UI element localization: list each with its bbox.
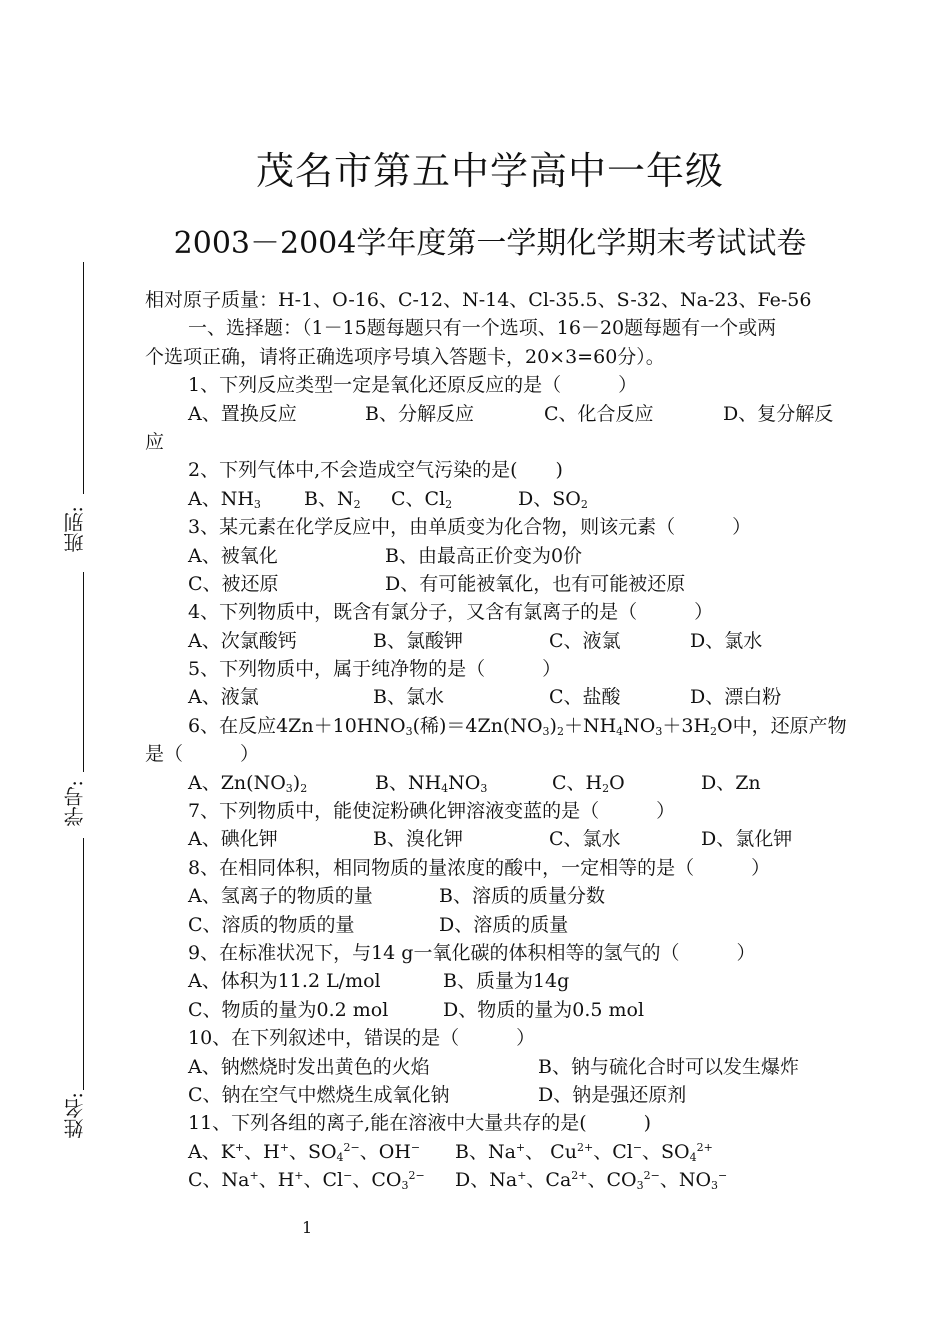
exam-body: [145, 286, 845, 1195]
option-d: D、$SO_2$: [518, 487, 588, 511]
option-a: A、碘化钾: [188, 828, 278, 851]
question-stem: 11、下列各组的离子,能在溶液中大量共存的是( ): [188, 1112, 652, 1135]
page-number: 1: [302, 1218, 313, 1237]
option-a: A、液氯: [188, 686, 259, 709]
option-a: A、体积为11.2 L/mol: [188, 970, 381, 993]
question-options: [145, 967, 845, 995]
class-label: 班别:: [63, 506, 87, 553]
option-c: C、溶质的物质的量: [188, 913, 355, 936]
question-options: [145, 400, 845, 428]
question-stem: 9、在标准状况下，与14 g一氧化碳的体积相等的氢气的（ ）: [188, 941, 756, 964]
question-stem: 8、在相同体积，相同物质的量浓度的酸中，一定相等的是（ ）: [188, 856, 771, 879]
option-b: B、$N_2$: [304, 487, 361, 511]
option-d: D、Na+、$Ca^{2+}$、$CO_3^{2-}$、$NO_3^-$: [455, 1169, 728, 1193]
question-stem: 1、下列反应类型一定是氧化还原反应的是（ ）: [188, 374, 638, 397]
question-options: [145, 1166, 845, 1194]
question-stem: 7、下列物质中，能使淀粉碘化钾溶液变蓝的是（ ）: [188, 800, 676, 823]
section-instructions-2: 个选项正确，请将正确选项序号填入答题卡，20×3=60分）。: [145, 345, 665, 368]
question-stem: 4、下列物质中，既含有氯分子，又含有氯离子的是（ ）: [188, 601, 714, 624]
option-c: C、$Cl_2$: [391, 487, 453, 511]
option-d: D、钠是强还原剂: [538, 1083, 687, 1106]
option-d-wrap: 应: [145, 430, 165, 453]
option-c: C、物质的量为0.2 mol: [188, 998, 389, 1021]
option-a: A、次氯酸钙: [188, 629, 297, 652]
option-c: C、被还原: [188, 572, 279, 595]
option-a: A、K+、H+、$SO_4^{2-}$、OH−: [188, 1140, 421, 1164]
student-no-line: [83, 572, 84, 772]
option-c: C、盐酸: [549, 686, 621, 709]
question-stem: 3、某元素在化学反应中，由单质变为化合物，则该元素（ ）: [188, 516, 752, 539]
atomic-masses: 相对原子质量：H-1、O-16、C-12、N-14、Cl-35.5、S-32、Na-23、Fe-56: [145, 289, 812, 311]
question-options: [145, 911, 845, 939]
question-options: [145, 882, 845, 910]
option-c: C、氯水: [549, 828, 621, 851]
question-stem: 10、在下列叙述中，错误的是（ ）: [188, 1027, 536, 1050]
option-b: B、$NH_4NO_3$: [375, 771, 488, 795]
question-options: [145, 1053, 845, 1081]
question-options: [145, 570, 845, 598]
option-b: B、氯水: [373, 686, 444, 709]
question-options: [145, 485, 845, 513]
option-b: B、分解反应: [365, 402, 474, 425]
option-a: A、被氧化: [188, 544, 278, 567]
option-b: B、Na+、 $Cu^{2+}$、Cl−、$SO_4^{2+}$: [455, 1140, 713, 1164]
option-c: C、液氯: [549, 629, 621, 652]
option-d: D、溶质的质量: [439, 913, 569, 936]
exam-subtitle: 2003－2004学年度第一学期化学期末考试试卷: [173, 226, 807, 261]
option-d: D、有可能被氧化，也有可能被还原: [385, 572, 686, 595]
question-options: [145, 683, 845, 711]
student-no-label: 学号:: [63, 780, 87, 827]
option-d: D、复分解反: [723, 402, 834, 425]
question-options: [145, 996, 845, 1024]
option-d: D、氯化钾: [701, 828, 793, 851]
option-b: B、由最高正价变为0价: [385, 544, 583, 567]
option-a: A、$Zn(NO_3)_2$: [188, 771, 308, 795]
option-b: B、溴化钾: [373, 828, 463, 851]
option-c: C、钠在空气中燃烧生成氧化钠: [188, 1083, 450, 1106]
class-line: [83, 262, 84, 494]
option-c: C、化合反应: [544, 402, 654, 425]
option-b: B、溶质的质量分数: [439, 885, 605, 908]
question-options: [145, 825, 845, 853]
name-line: [83, 838, 84, 1090]
exam-title: 茂名市第五中学高中一年级: [255, 149, 724, 193]
question-stem: 5、下列物质中，属于纯净物的是（ ）: [188, 658, 562, 681]
question-stem: 2、下列气体中,不会造成空气污染的是( ): [188, 459, 563, 482]
question-options: [145, 1138, 845, 1166]
option-d: D、漂白粉: [690, 686, 782, 709]
section-instructions-1: 一、选择题：（1－15题每题只有一个选项、16－20题每题有一个或两: [188, 317, 777, 340]
option-b: B、氯酸钾: [373, 629, 463, 652]
option-d: D、Zn: [701, 771, 761, 794]
question-options: [145, 627, 845, 655]
option-b: B、钠与硫化合时可以发生爆炸: [538, 1055, 799, 1078]
question-stem-wrap: 是（ ）: [145, 743, 260, 766]
option-a: A、钠燃烧时发出黄色的火焰: [188, 1055, 430, 1078]
name-label: 姓名:: [63, 1092, 87, 1139]
option-c: C、Na+、H+、Cl−、$CO_3^{2-}$: [188, 1169, 425, 1193]
option-a: A、氢离子的物质的量: [188, 885, 373, 908]
question-options: [145, 542, 845, 570]
option-a: A、$NH_3$: [188, 487, 261, 511]
option-a: A、置换反应: [188, 402, 297, 425]
question-stem: 6、在反应$4Zn+10HNO_3$(稀)$=4Zn(NO_3)_2+NH_4NO_3+3H_2O$中，还原产物: [188, 714, 847, 738]
question-options: [145, 1081, 845, 1109]
option-c: C、$H_2O$: [552, 771, 625, 795]
question-options: [145, 769, 845, 797]
option-d: D、氯水: [690, 629, 763, 652]
option-d: D、物质的量为0.5 mol: [443, 998, 645, 1021]
option-b: B、质量为14g: [443, 970, 570, 993]
